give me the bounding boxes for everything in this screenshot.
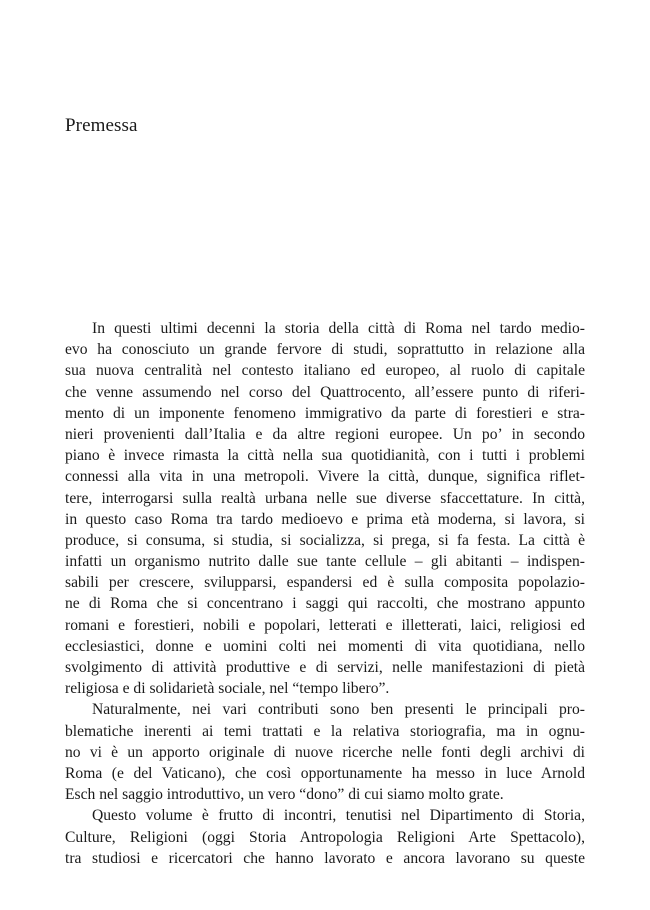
body-text — [65, 318, 585, 869]
text-line: connessi alla vita in una metropoli. Vivere la città, dunque, significa riflet- — [65, 468, 585, 486]
text-line: in questo caso Roma tra tardo medioevo e prima età moderna, si lavora, si — [65, 510, 585, 528]
text-line: Esch nel saggio introduttivo, un vero “dono” di cui siamo molto grate. — [65, 786, 504, 804]
text-line: religiosa e di solidarietà sociale, nel “tempo libero”. — [65, 680, 390, 698]
text-line: ecclesiastici, donne e uomini colti nei momenti di vita quotidiana, nello — [65, 637, 585, 655]
text-line: romani e forestieri, nobili e popolari, letterati e illetterati, laici, religiosi ed — [65, 616, 585, 634]
text-line: sabili per crescere, svilupparsi, espandersi ed è sulla composita popolazio- — [65, 574, 585, 592]
text-line: tra studiosi e ricercatori che hanno lavorato e ancora lavorano su queste — [65, 849, 585, 867]
text-line: ne di Roma che si concentrano i saggi qui raccolti, che mostrano appunto — [65, 595, 585, 613]
text-line: evo ha conosciuto un grande fervore di studi, soprattutto in relazione alla — [65, 341, 585, 359]
text-line: no vi è un apporto originale di nuove ricerche nelle fonti degli archivi di — [65, 743, 585, 761]
page-title: Premessa — [65, 115, 138, 136]
text-line: mento di un imponente fenomeno immigrativo da parte di forestieri e stra- — [65, 404, 585, 422]
text-line: svolgimento di attività produttive e di servizi, nelle manifestazioni di pietà — [65, 659, 585, 676]
text-line: sua nuova centralità nel contesto italiano ed europeo, al ruolo di capitale — [65, 362, 585, 380]
text-line: produce, si consuma, si studia, si socializza, si prega, si fa festa. La città è — [65, 531, 585, 549]
text-line: piano è invece rimasta la città nella sua quotidianità, con i tutti i problemi — [65, 447, 585, 465]
text-line: che venne assumendo nel corso del Quattrocento, all’essere punto di riferi- — [65, 383, 585, 401]
text-line: infatti un organismo nutrito dalle sue tante cellule – gli abitanti – indispen- — [65, 553, 585, 571]
text-line: tere, interrogarsi sulla realtà urbana nelle sue diverse sfaccettature. In città, — [65, 489, 585, 507]
text-line: Naturalmente, nei vari contributi sono ben presenti le principali pro- — [92, 701, 585, 719]
text-line: nieri provenienti dall’Italia e da altre regioni europee. Un po’ in secondo — [65, 425, 585, 443]
text-line: Culture, Religioni (oggi Storia Antropologia Religioni Arte Spettacolo), — [65, 828, 585, 846]
text-line: blematiche inerenti ai temi trattati e la relativa storiografia, ma in ognu- — [65, 722, 585, 740]
text-line: Questo volume è frutto di incontri, tenutisi nel Dipartimento di Storia, — [92, 807, 585, 825]
text-line: Roma (e del Vaticano), che così opportunamente ha messo in luce Arnold — [65, 764, 585, 782]
text-line: In questi ultimi decenni la storia della città di Roma nel tardo medio- — [92, 320, 585, 337]
